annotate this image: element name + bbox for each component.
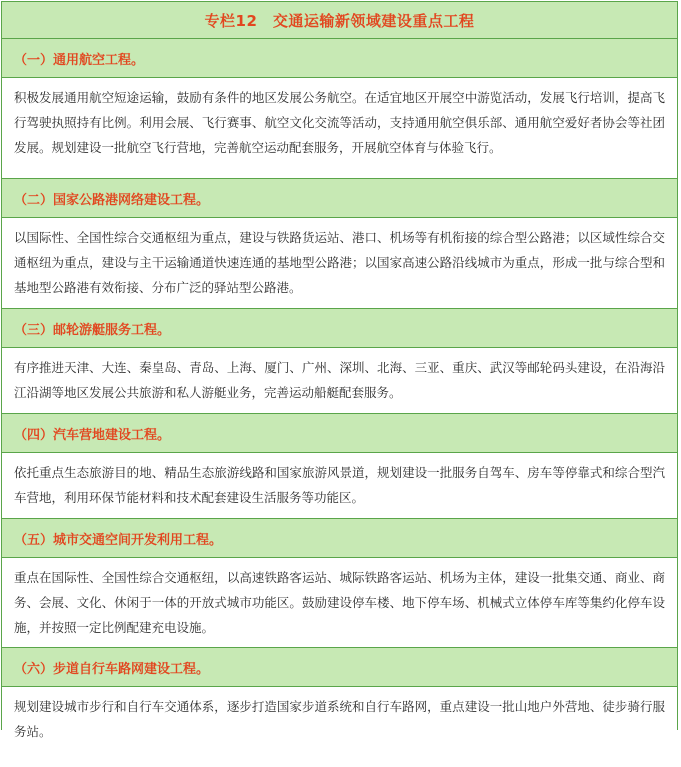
section-body-highway-port: 以国际性、全国性综合交通枢纽为重点，建设与铁路货运站、港口、机场等有机衔接的综合型公路港；以区域性综合交通枢纽为重点，建设与主干运输通道快速连通的基地型公路港；以国家高速公路沿线城市为重点，形成一批与综合型和基地型公路港有效衔接、分布广泛的驿站型公路港。: [2, 218, 677, 309]
section-heading-general-aviation: （一）通用航空工程。: [2, 39, 677, 78]
project-table: [1, 1, 678, 739]
section-body-auto-camp: 依托重点生态旅游目的地、精品生态旅游线路和国家旅游风景道，规划建设一批服务自驾车、房车等停靠式和综合型汽车营地，利用环保节能材料和技术配套建设生活服务等功能区。: [2, 453, 677, 519]
section-body-cruise-yacht: 有序推进天津、大连、秦皇岛、青岛、上海、厦门、广州、深圳、北海、三亚、重庆、武汉等邮轮码头建设，在沿海沿江沿湖等地区发展公共旅游和私人游艇业务，完善运动船艇配套服务。: [2, 348, 677, 414]
section-heading-cruise-yacht: （三）邮轮游艇服务工程。: [2, 309, 677, 348]
section-body-trail-bike: 规划建设城市步行和自行车交通体系，逐步打造国家步道系统和自行车路网，重点建设一批山地户外营地、徒步骑行服务站。: [2, 687, 677, 767]
section-heading-highway-port: （二）国家公路港网络建设工程。: [2, 179, 677, 218]
table-title: 专栏12 交通运输新领域建设重点工程: [2, 2, 677, 39]
section-body-general-aviation: 积极发展通用航空短途运输，鼓励有条件的地区发展公务航空。在适宜地区开展空中游览活动，发展飞行培训，提高飞行驾驶执照持有比例。利用会展、飞行赛事、航空文化交流等活动，支持通用航空俱乐部、通用航空爱好者协会等社团发展。规划建设一批航空飞行营地，完善航空运动配套服务，开展航空体育与体验飞行。: [2, 78, 677, 179]
section-heading-trail-bike: （六）步道自行车路网建设工程。: [2, 648, 677, 687]
section-heading-urban-space: （五）城市交通空间开发利用工程。: [2, 519, 677, 558]
section-body-urban-space: 重点在国际性、全国性综合交通枢纽，以高速铁路客运站、城际铁路客运站、机场为主体，建设一批集交通、商业、商务、会展、文化、休闲于一体的开放式城市功能区。鼓励建设停车楼、地下停车场、机械式立体停车库等集约化停车设施，并按照一定比例配建充电设施。: [2, 558, 677, 648]
section-heading-auto-camp: （四）汽车营地建设工程。: [2, 414, 677, 453]
